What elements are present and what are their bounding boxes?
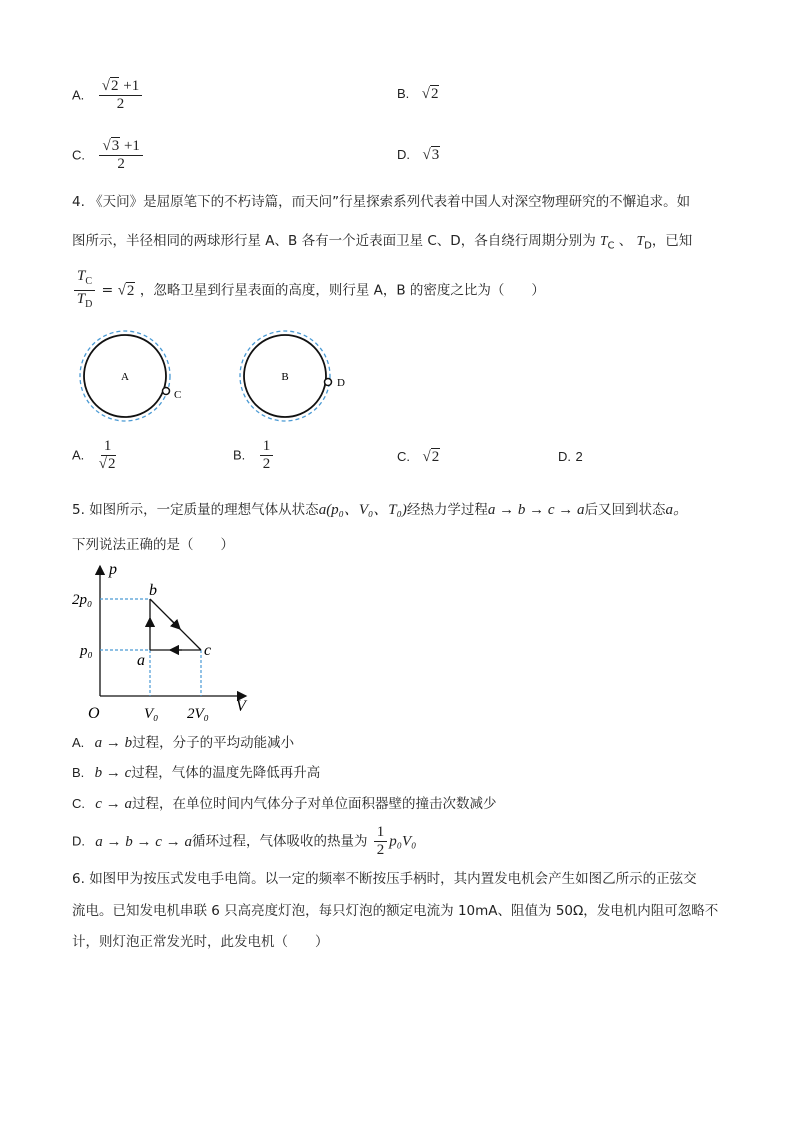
ratio-denominator: T <box>76 291 86 307</box>
q4-option-a[interactable] <box>72 438 118 473</box>
q3-option-d[interactable]: D. √3 <box>397 147 440 163</box>
p-axis-label: p <box>109 561 117 578</box>
process-math: a → b → c → a <box>95 833 192 850</box>
option-text: 过程，气体的温度先降低再升高 <box>131 765 321 781</box>
period-ratio <box>74 268 95 313</box>
tick-2v0: 2V₀ <box>187 706 209 722</box>
satellite-c <box>163 388 170 395</box>
q5-option-d[interactable] <box>72 824 416 859</box>
q4-figure <box>75 325 365 430</box>
process-math: c → a <box>95 796 132 812</box>
q4-option-d[interactable] <box>558 447 583 467</box>
equals-sign: = <box>101 282 114 299</box>
v-axis-label: V <box>236 698 246 715</box>
option-label: C. <box>72 147 85 163</box>
state-params: (p₀、V₀、T₀) <box>326 502 407 518</box>
numerator: 1 <box>260 438 274 456</box>
question-number: 6. <box>72 871 85 887</box>
q5-option-a[interactable] <box>72 733 294 753</box>
option-label: A. <box>72 735 85 750</box>
option-label: A. <box>72 447 85 463</box>
q5-option-c[interactable] <box>72 794 496 814</box>
radicand: 2 <box>107 456 116 472</box>
numerator-rest: +1 <box>123 138 140 154</box>
subscript: D <box>644 240 652 252</box>
state-c-label: c <box>204 642 212 659</box>
question-text: 经热力学过程 <box>406 502 488 518</box>
satellite-d <box>325 379 332 386</box>
question-text: 计，则灯泡正常发光时，此发电机（ ） <box>72 934 329 950</box>
pv-diagram <box>70 558 260 728</box>
question-text: 如图所示，一定质量的理想气体从状态 <box>89 502 319 518</box>
question-text: 《天问》是屈原笔下的不朽诗篇，而天问”行星探索系列代表着中国人对深空物理研究的不懈追求。如 <box>89 194 691 210</box>
q6-line-3 <box>72 932 329 952</box>
q3-option-c[interactable] <box>72 138 145 173</box>
question-text: 流电。已知发电机串联 6 只高亮度灯泡，每只灯泡的额定电流为 10mA、阻值为 50Ω，发电机内阻可忽略不 <box>72 903 719 919</box>
q3-option-a[interactable] <box>72 78 144 113</box>
q5-option-b[interactable] <box>72 763 320 783</box>
process-path: a → b → c → a <box>487 502 585 518</box>
q4-option-c[interactable]: C. √2 <box>397 449 440 465</box>
ratio-numerator: T <box>77 268 86 284</box>
process-math: b → c <box>94 765 132 781</box>
state-symbol: a。 <box>665 502 689 518</box>
numerator: 1 <box>101 438 115 456</box>
subscript: C <box>607 240 615 252</box>
fraction: $\frac{√3 +1}{2}$ <box>99 138 142 173</box>
process-math: a → b <box>94 735 133 751</box>
option-label: D. <box>558 449 571 464</box>
option-label: B. <box>72 765 85 780</box>
radicand: 3 <box>431 147 440 163</box>
question-text: ，忽略卫星到行星表面的高度，则行星 A，B 的密度之比为（ ） <box>139 282 545 299</box>
q4-line-1 <box>72 192 690 212</box>
period-symbol: T <box>636 233 645 248</box>
separator: 、 <box>618 233 633 249</box>
question-text: 下列说法正确的是（ ） <box>72 537 234 553</box>
q4-line-2 <box>72 231 692 257</box>
option-label: C. <box>397 449 410 464</box>
question-text: ，已知 <box>651 233 693 249</box>
option-label: B. <box>233 447 246 463</box>
planet-a-label: A <box>121 371 129 383</box>
radicand: 3 <box>111 138 120 154</box>
denominator: 2 <box>117 156 125 172</box>
option-text: 循环过程，气体吸收的热量为 <box>191 833 368 850</box>
q5-line-2 <box>72 535 234 555</box>
arrow-bc <box>170 619 180 629</box>
denominator: 2 <box>376 842 385 858</box>
origin-label: O <box>88 705 100 722</box>
option-label: D. <box>397 147 410 162</box>
question-number: 5. <box>72 502 85 518</box>
satellite-c-label: C <box>174 389 182 401</box>
question-text: 后又回到状态 <box>584 502 666 518</box>
q4-option-b[interactable] <box>233 438 275 473</box>
option-label: D. <box>72 833 85 849</box>
heat-expression: p₀V₀ <box>389 833 417 850</box>
option-value: 2 <box>575 449 583 464</box>
radicand: 2 <box>431 449 440 465</box>
tick-p0: p₀ <box>80 643 93 659</box>
subscript: C <box>85 276 93 287</box>
planet-b-label: B <box>281 371 289 383</box>
period-symbol: T <box>600 233 608 248</box>
fraction <box>374 824 388 859</box>
tick-2p0: 2p₀ <box>72 592 93 608</box>
option-label: A. <box>72 87 85 103</box>
q4-line-3: $\frac{T_C}{T_D}$ = √2 ，忽略卫星到行星表面的高度，则行星 A，B 的密度之比为（ ） <box>72 268 545 313</box>
radicand: 2 <box>126 282 135 299</box>
denominator: 2 <box>262 456 271 472</box>
satellite-d-label: D <box>337 377 345 389</box>
fraction: $\frac{1}{√2}$ <box>98 438 116 472</box>
option-label: C. <box>72 796 85 811</box>
state-a-label: a <box>137 652 145 669</box>
question-text: 如图甲为按压式发电手电筒。以一定的频率不断按压手柄时，其内置发电机会产生如图乙所示的正弦交 <box>89 871 697 887</box>
radicand: 2 <box>430 86 439 102</box>
state-symbol: a <box>318 502 327 518</box>
question-number: 4. <box>72 194 85 210</box>
denominator: 2 <box>116 96 125 112</box>
q6-line-1 <box>72 869 697 889</box>
fraction <box>260 438 274 473</box>
fraction: $\frac{√2 +1}{2}$ <box>99 78 142 113</box>
q6-line-2 <box>72 901 718 921</box>
radicand: 2 <box>110 78 119 94</box>
tick-v0: V₀ <box>144 706 159 722</box>
option-text: 过程，分子的平均动能减小 <box>132 735 295 751</box>
numerator: 1 <box>374 824 388 842</box>
subscript: D <box>85 299 93 310</box>
numerator-rest: +1 <box>123 78 140 94</box>
state-b-label: b <box>149 582 157 599</box>
q3-option-b[interactable]: B. √2 <box>397 86 439 102</box>
option-text: 过程，在单位时间内气体分子对单位面积器壁的撞击次数减少 <box>131 796 497 812</box>
question-text: 图所示，半径相同的两球形行星 A、B 各有一个近表面卫星 C、D，各自绕行周期分别为 <box>72 233 596 249</box>
option-label: B. <box>397 86 410 101</box>
q5-line-1 <box>72 500 688 520</box>
